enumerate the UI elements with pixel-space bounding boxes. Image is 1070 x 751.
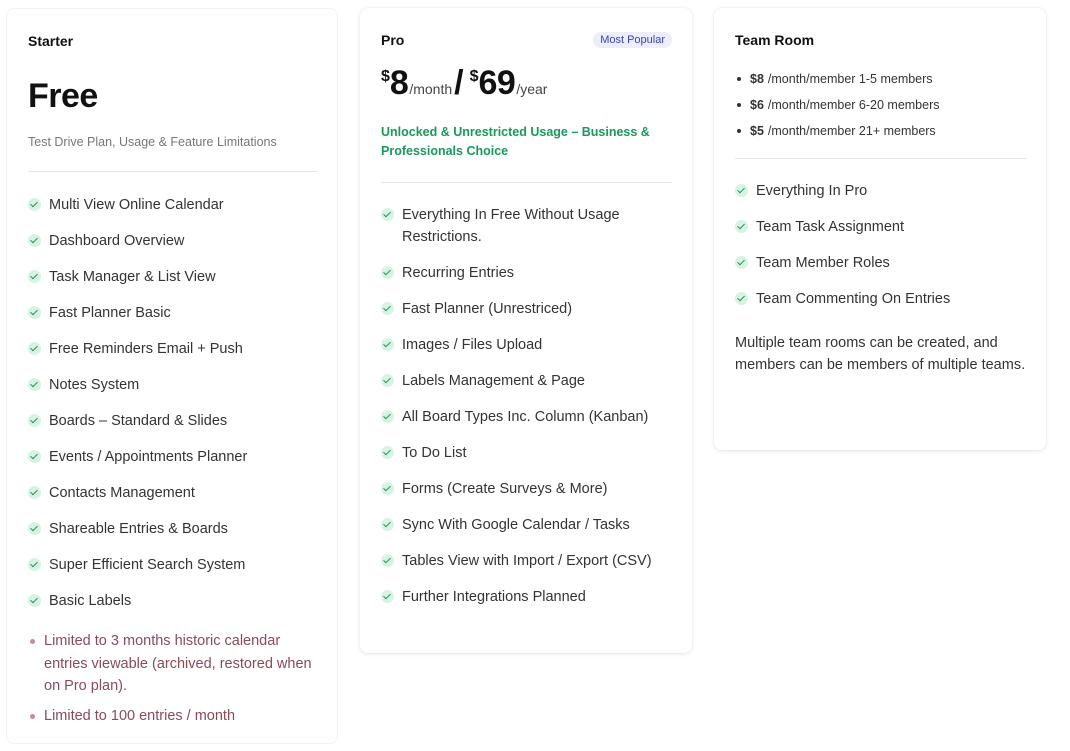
limitation-text: Limited to 3 months historic calendar entries viewable (archived, restored when on Pro plan).: [44, 633, 312, 694]
feature-text: All Board Types Inc. Column (Kanban): [402, 409, 649, 425]
feature-item: [381, 262, 672, 284]
tier-price: $6: [750, 98, 764, 112]
check-circle-icon: [735, 220, 748, 233]
feature-item: [381, 370, 672, 392]
plan-price: [381, 64, 672, 108]
limitation-item: [28, 630, 317, 698]
pricing-tier-item: [735, 118, 1026, 144]
yearly-amount: 69: [478, 64, 516, 102]
yearly-period: /year: [516, 81, 548, 97]
feature-text: Basic Labels: [49, 593, 132, 609]
feature-item: [28, 374, 317, 396]
check-circle-icon: [381, 590, 394, 603]
feature-item: [28, 590, 317, 612]
feature-text: Everything In Free Without Usage Restrictions.: [402, 207, 620, 245]
bullet-dot-icon: [737, 129, 741, 133]
check-circle-icon: [28, 342, 41, 355]
feature-text: Shareable Entries & Boards: [49, 521, 228, 537]
feature-item: [381, 298, 672, 320]
bullet-dot-icon: [30, 639, 35, 644]
divider: [735, 158, 1026, 159]
feature-list: [735, 180, 1026, 310]
feature-item: [735, 216, 1026, 238]
feature-text: Images / Files Upload: [402, 337, 543, 353]
check-circle-icon: [381, 410, 394, 423]
feature-item: [28, 554, 317, 576]
feature-text: Team Task Assignment: [756, 219, 905, 235]
check-circle-icon: [28, 558, 41, 571]
check-circle-icon: [28, 486, 41, 499]
feature-item: [28, 482, 317, 504]
most-popular-badge: Most Popular: [593, 32, 672, 48]
plan-name: Starter: [28, 33, 74, 49]
feature-text: Fast Planner Basic: [49, 305, 171, 321]
feature-text: Tables View with Import / Export (CSV): [402, 553, 652, 569]
feature-text: Free Reminders Email + Push: [49, 341, 243, 357]
tier-detail: /month/member 1-5 members: [767, 72, 933, 86]
feature-item: [381, 550, 672, 572]
feature-item: [28, 338, 317, 360]
feature-item: [381, 334, 672, 356]
check-circle-icon: [28, 594, 41, 607]
feature-item: [735, 180, 1026, 202]
tier-price: $5: [750, 124, 764, 138]
team-room-plan-card: [714, 8, 1046, 450]
plan-header: [28, 31, 317, 51]
check-circle-icon: [735, 292, 748, 305]
feature-text: Everything In Pro: [756, 183, 868, 199]
feature-list: [28, 194, 317, 612]
monthly-period: /month: [409, 81, 453, 97]
feature-text: Further Integrations Planned: [402, 589, 586, 605]
feature-text: Events / Appointments Planner: [49, 449, 248, 465]
feature-item: [28, 446, 317, 468]
check-circle-icon: [28, 234, 41, 247]
feature-list: [381, 204, 672, 608]
bullet-dot-icon: [737, 103, 741, 107]
check-circle-icon: [381, 518, 394, 531]
check-circle-icon: [28, 522, 41, 535]
check-circle-icon: [28, 450, 41, 463]
monthly-amount: 8: [389, 64, 409, 102]
feature-item: [28, 410, 317, 432]
feature-item: [381, 442, 672, 464]
bullet-dot-icon: [30, 714, 35, 719]
feature-text: Notes System: [49, 377, 140, 393]
check-circle-icon: [28, 378, 41, 391]
feature-item: [28, 302, 317, 324]
starter-plan-card: [6, 8, 338, 744]
feature-text: Sync With Google Calendar / Tasks: [402, 517, 630, 533]
feature-text: Boards – Standard & Slides: [49, 413, 228, 429]
feature-item: [381, 406, 672, 428]
feature-item: [28, 230, 317, 252]
price-separator: /: [454, 64, 464, 102]
feature-text: Contacts Management: [49, 485, 195, 501]
feature-item: [381, 514, 672, 536]
feature-item: [381, 204, 672, 248]
check-circle-icon: [735, 256, 748, 269]
plan-name: Pro: [381, 32, 405, 48]
feature-item: [735, 288, 1026, 310]
plan-header: [735, 30, 1026, 50]
check-circle-icon: [735, 184, 748, 197]
check-circle-icon: [381, 482, 394, 495]
divider: [381, 182, 672, 183]
limitation-text: Limited to 100 entries / month: [44, 707, 236, 724]
limitation-list: [28, 630, 317, 727]
feature-text: Task Manager & List View: [49, 269, 216, 285]
team-note: Multiple team rooms can be created, and members can be members of multiple teams.: [735, 335, 1026, 373]
check-circle-icon: [28, 414, 41, 427]
pricing-tier-item: [735, 66, 1026, 92]
plan-subtitle: Test Drive Plan, Usage & Feature Limitations: [28, 135, 277, 149]
plan-tagline: Unlocked & Unrestricted Usage – Business & Professionals Choice: [381, 125, 650, 158]
check-circle-icon: [28, 306, 41, 319]
check-circle-icon: [28, 270, 41, 283]
feature-item: [735, 252, 1026, 274]
check-circle-icon: [28, 198, 41, 211]
check-circle-icon: [381, 302, 394, 315]
check-circle-icon: [381, 446, 394, 459]
check-circle-icon: [381, 374, 394, 387]
pricing-tier-item: [735, 92, 1026, 118]
plan-price: Free: [28, 77, 98, 115]
tier-detail: /month/member 6-20 members: [767, 98, 940, 112]
feature-text: Multi View Online Calendar: [49, 197, 224, 213]
feature-text: Dashboard Overview: [49, 233, 185, 249]
feature-text: Team Commenting On Entries: [756, 291, 951, 307]
bullet-dot-icon: [737, 77, 741, 81]
currency-symbol: $: [381, 68, 390, 85]
check-circle-icon: [381, 338, 394, 351]
feature-item: [28, 518, 317, 540]
feature-text: Team Member Roles: [756, 255, 890, 271]
feature-item: [381, 586, 672, 608]
pro-plan-card: [360, 8, 692, 653]
limitation-item: [28, 705, 317, 728]
feature-item: [381, 478, 672, 500]
feature-text: Forms (Create Surveys & More): [402, 481, 608, 497]
feature-text: Super Efficient Search System: [49, 557, 246, 573]
feature-item: [28, 194, 317, 216]
pricing-tier-list: [735, 66, 1026, 144]
check-circle-icon: [381, 554, 394, 567]
feature-text: Fast Planner (Unrestriced): [402, 301, 573, 317]
check-circle-icon: [381, 208, 394, 221]
plan-name: Team Room: [735, 32, 815, 48]
tier-detail: /month/member 21+ members: [767, 124, 936, 138]
feature-item: [28, 266, 317, 288]
tier-price: $8: [750, 72, 764, 86]
check-circle-icon: [381, 266, 394, 279]
feature-text: Recurring Entries: [402, 265, 515, 281]
currency-symbol: $: [469, 68, 479, 85]
feature-text: To Do List: [402, 445, 467, 461]
divider: [28, 171, 317, 172]
plan-header: [381, 30, 672, 50]
feature-text: Labels Management & Page: [402, 373, 585, 389]
